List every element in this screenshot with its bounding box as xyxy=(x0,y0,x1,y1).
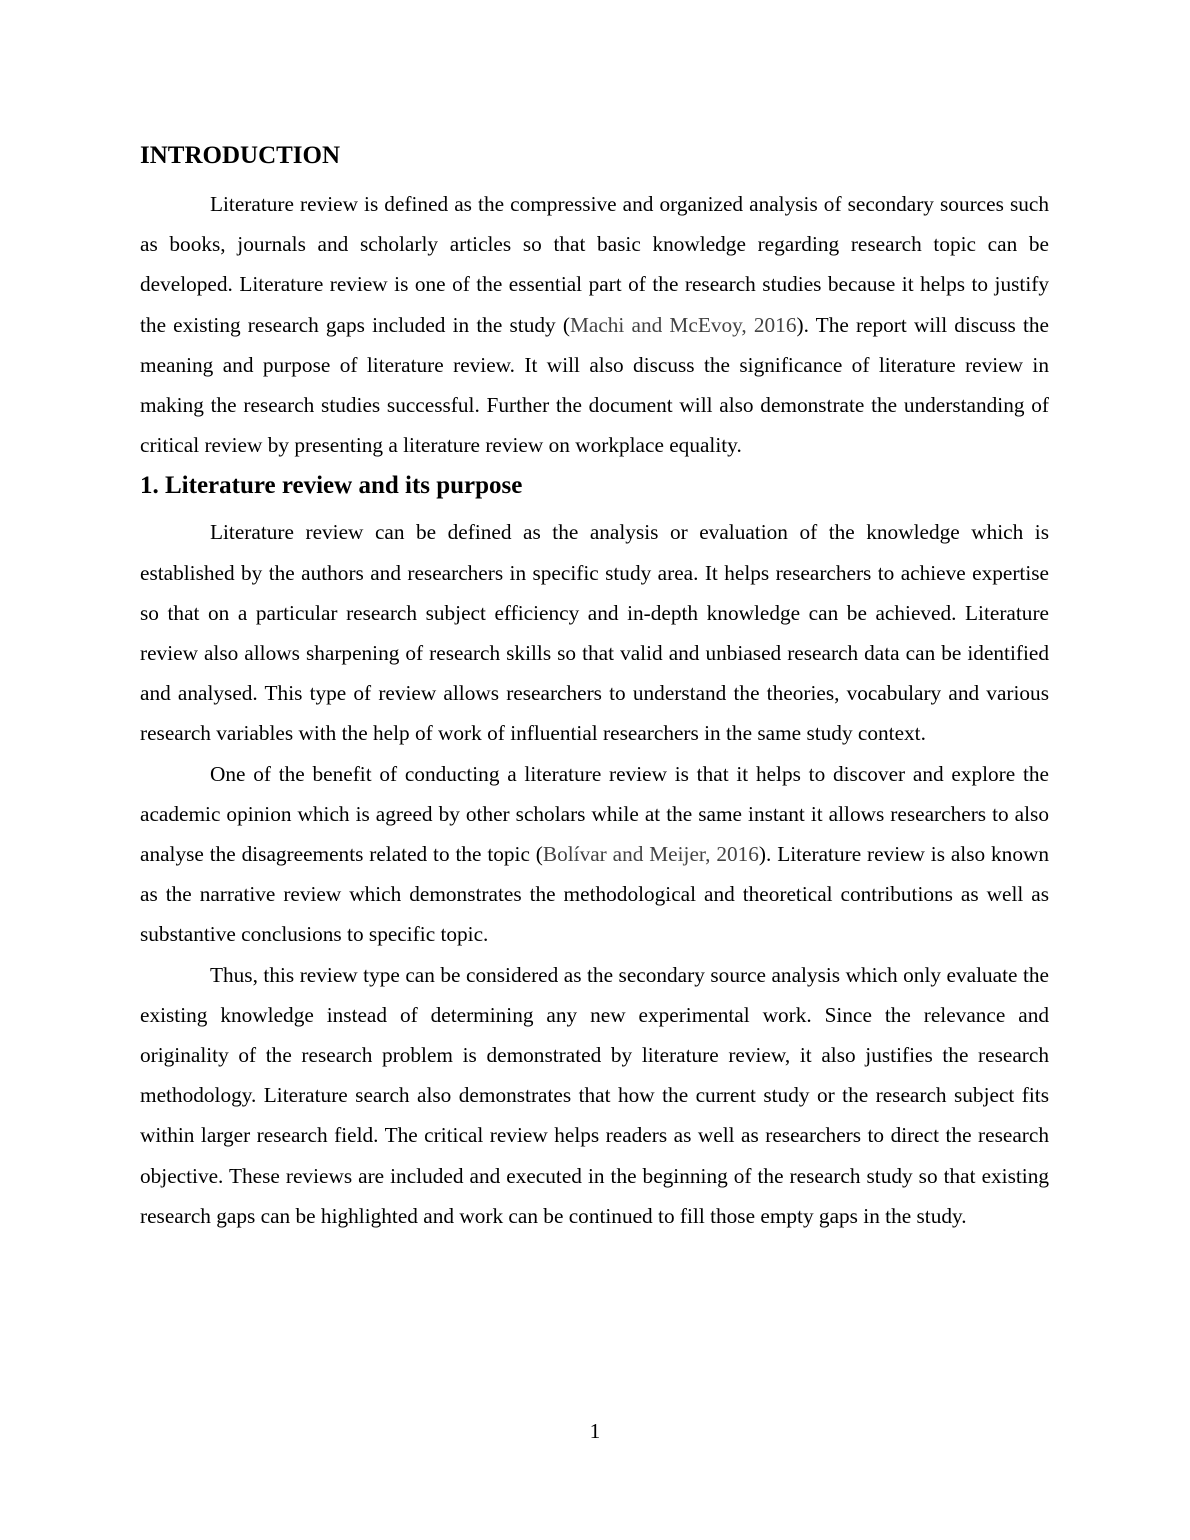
section-1-heading: 1. Literature review and its purpose xyxy=(140,472,523,500)
introduction-heading: INTRODUCTION xyxy=(140,142,341,169)
paragraph-text: ). Literature review is also known as the narrative review which demonstrates the methodological and theoretical contributions as well as substantive conclusions to specific topic. xyxy=(140,842,1049,947)
page-content xyxy=(140,138,1049,1236)
paragraph-text: ). The report will discuss the meaning and purpose of literature review. It will also discuss the significance of literature review in making the research studies successful. Further the document will also demonstrate the understanding of critical review by presenting a literature review on workplace equality. xyxy=(140,312,1049,458)
section-1-paragraph-2 xyxy=(140,754,1049,955)
paragraph-text: Literature review is defined as the compressive and organized analysis of secondary sources such as books, journals and scholarly articles so that basic knowledge regarding research topic can be developed. Literature review is one of the essential part of the research studies because it helps to justify the existing research gaps included in the study ( xyxy=(140,192,1049,337)
citation-machi-mcevoy: Machi and McEvoy, 2016 xyxy=(569,312,797,337)
citation-bolivar-meijer: Bolívar and Meijer, 2016 xyxy=(542,842,759,867)
section-1-paragraph-1: Literature review can be defined as the analysis or evaluation of the knowledge which is established by the authors and researchers in specific study area. It helps researchers to achieve expertise so that on a particular research subject efficiency and in-depth knowledge can be achieved. Literature review also allows sharpening of research skills so that valid and unbiased research data can be identified and analysed. This type of review allows researchers to understand the theories, vocabulary and various research variables with the help of work of influential researchers in the same study context. xyxy=(140,520,1049,746)
section-1-paragraph-3: Thus, this review type can be considered as the secondary source analysis which only evaluate the existing knowledge instead of determining any new experimental work. Since the relevance and originality of the research problem is demonstrated by literature review, it also justifies the research methodology. Literature search also demonstrates that how the current study or the research subject fits within larger research field. The critical review helps readers as well as researchers to direct the research objective. These reviews are included and executed in the beginning of the research study so that existing research gaps can be highlighted and work can be continued to fill those empty gaps in the study. xyxy=(140,962,1049,1228)
page-number: 1 xyxy=(589,1419,601,1443)
paragraph-text: One of the benefit of conducting a literature review is that it helps to discover and explore the academic opinion which is agreed by other scholars while at the same instant it allows researchers to also analyse the disagreements related to the topic ( xyxy=(140,761,1049,867)
introduction-paragraph xyxy=(140,184,1049,465)
